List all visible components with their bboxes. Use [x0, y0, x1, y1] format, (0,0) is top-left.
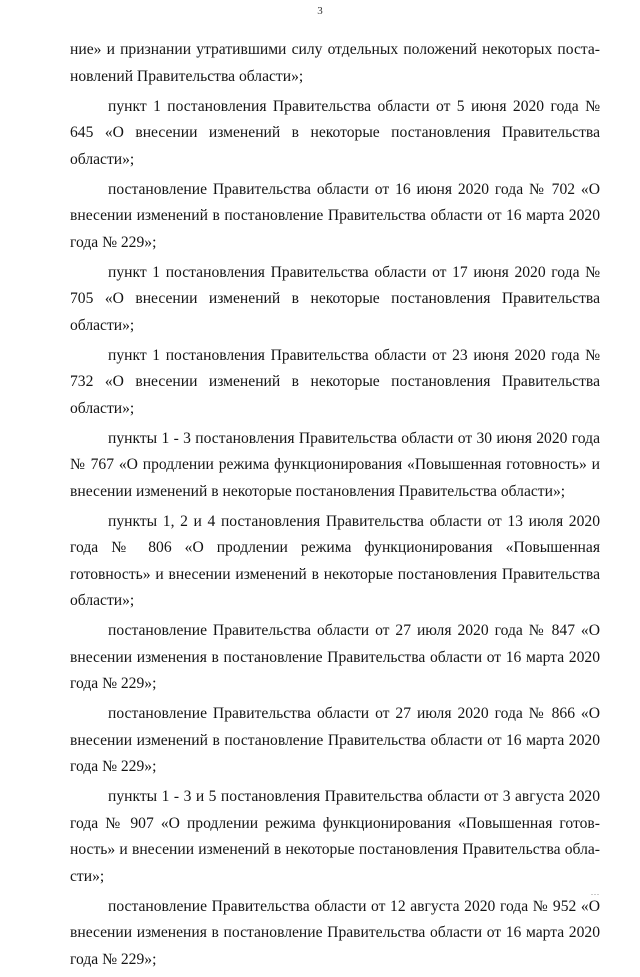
paragraph-item: пункт 1 постановления Правительства области от 5 июня 2020 года № 645 «О внесении изменений в некоторые постановления Правительства области»; — [70, 97, 600, 168]
paragraph-item: постановление Правительства области от 16 июня 2020 года № 702 «О внесении изменений в постановление Правительства области от 16 марта 2020 года № 229»; — [70, 180, 600, 251]
paragraph-item: пункты 1 - 3 и 5 постановления Правительства области от 3 августа 2020 года № 907 «О продлении режима функционирования «Повышенная готовность» и внесении изменений в некоторые постановления Правительства области»; — [70, 788, 600, 885]
paragraph-continuation: ние» и признании утратившими силу отдельных положений некоторых постановлений Правительства области»; — [70, 41, 600, 85]
paragraph-item: постановление Правительства области от 27 июля 2020 года № 847 «О внесении изменения в постановление Правительства области от 16 марта 2020 года № 229»; — [70, 622, 600, 692]
paragraph-item: пункты 1 - 3 постановления Правительства области от 30 июня 2020 года № 767 «О продлении режима функционирования «Повышенная готовность» и внесении изменений в некоторые постановления Правительства области»; — [70, 429, 600, 500]
paragraph-item: постановление Правительства области от 12 августа 2020 года № 952 «О внесении изменения в постановление Правительства области от 16 марта 2020 года № 229»; — [70, 897, 600, 968]
paragraph-item: постановление Правительства области от 27 июля 2020 года № 866 «О внесении изменений в постановление Правительства области от 16 марта 2020 года № 229»; — [70, 705, 600, 775]
page-number: 3 — [317, 5, 323, 17]
paragraph-item: пункт 1 постановления Правительства области от 23 июня 2020 года № 732 «О внесении изменений в некоторые постановления Правительства области»; — [70, 346, 600, 417]
document-body — [70, 37, 600, 977]
corner-scan-mark: ... — [591, 888, 600, 897]
paragraph-item: пункты 1, 2 и 4 постановления Правительства области от 13 июля 2020 года № 806 «О продлении режима функционирования «Повышенная готовность» и внесении изменений в некоторые постановления Правительства области»; — [70, 512, 600, 609]
paragraph-item: пункт 1 постановления Правительства области от 17 июня 2020 года № 705 «О внесении изменений в некоторые постановления Правительства области»; — [70, 263, 600, 334]
